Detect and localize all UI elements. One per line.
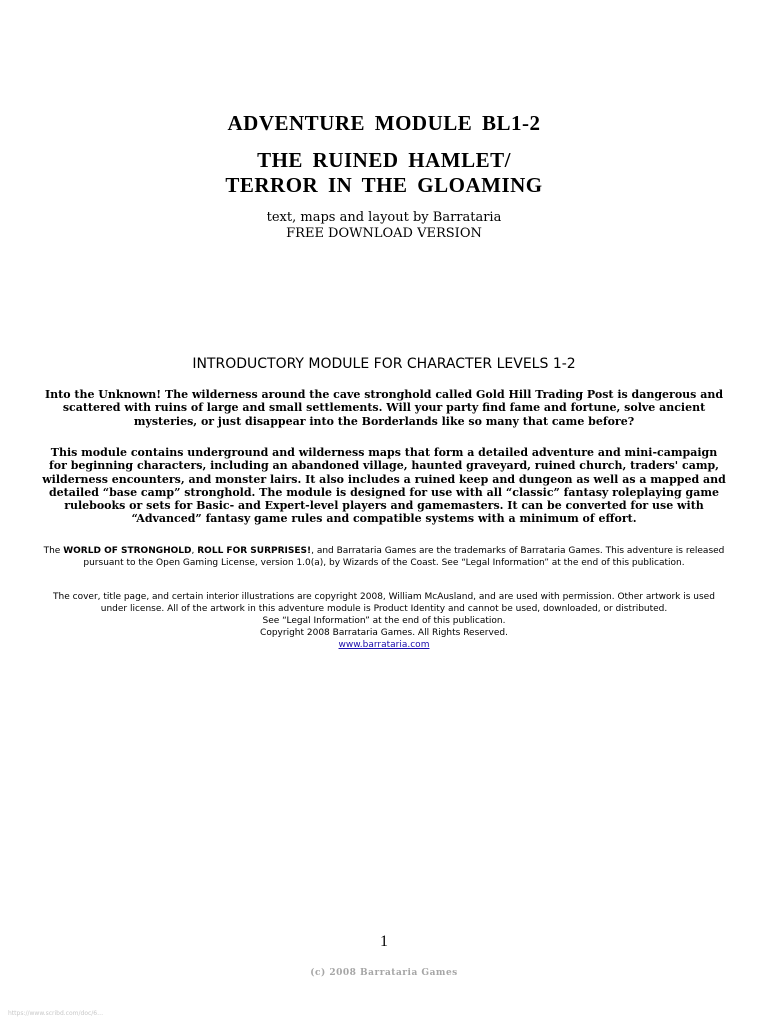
source-url-note: https://www.scribd.com/doc/6… <box>8 1010 104 1017</box>
module-code-title: ADVENTURE MODULE BL1-2 <box>227 111 541 135</box>
module-title-line-2: TERROR IN THE GLOAMING <box>225 173 543 197</box>
website-link[interactable]: www.barrataria.com <box>338 640 430 650</box>
trademark-roll-for-surprises: ROLL FOR SURPRISES! <box>197 546 312 556</box>
trademark-notice <box>40 545 728 569</box>
module-title-line-1: THE RUINED HAMLET/ <box>257 148 511 172</box>
legal-info-reference: See “Legal Information” at the end of this publication. <box>262 616 506 626</box>
version-label: FREE DOWNLOAD VERSION <box>286 226 482 241</box>
trademark-post: , and Barrataria Games are the trademarks of Barrataria Games. This adventure is released pursuant to the Open Gaming License, version 1.0(a), by Wizards of the Coast. See “Legal Information” at the end of this publication. <box>83 546 725 568</box>
copyright-notice <box>40 591 728 651</box>
page-footer: (c) 2008 Barrataria Games <box>310 968 458 978</box>
intro-paragraph: Into the Unknown! The wilderness around the cave stronghold called Gold Hill Trading Post is dangerous and scattered with ruins of large and small settlements. Will your party find fame and fortune, solve ancient mysteries, or just disappear into the Borderlands like so many that came before? <box>44 388 724 428</box>
trademark-sep: , <box>191 546 198 556</box>
intro-heading: INTRODUCTORY MODULE FOR CHARACTER LEVELS 1-2 <box>192 356 576 372</box>
page-number: 1 <box>380 933 388 950</box>
author-credit: text, maps and layout by Barrataria <box>266 210 502 225</box>
artwork-copyright: The cover, title page, and certain interior illustrations are copyright 2008, William McAusland, and are used with permission. Other artwork is used under license. All of the artwork in this adventure module is Product Identity and cannot be used, downloaded, or distributed. <box>53 592 715 614</box>
trademark-world-of-stronghold: WORLD OF STRONGHOLD <box>63 546 192 556</box>
module-description-paragraph: This module contains underground and wilderness maps that form a detailed adventure and mini-campaign for beginning characters, including an abandoned village, haunted graveyard, ruined church, traders' camp, wilderness encounters, and monster lairs. It also includes a ruined keep and dungeon as well as a mapped and detailed “base camp” stronghold. The module is designed for use with all “classic” fantasy roleplaying game rulebooks or sets for Basic- and Expert-level players and gamemasters. It can be converted for use with “Advanced” fantasy game rules and compatible systems with a minimum of effort. <box>42 446 726 526</box>
trademark-pre: The <box>43 546 64 556</box>
publisher-copyright: Copyright 2008 Barrataria Games. All Rights Reserved. <box>260 628 508 638</box>
